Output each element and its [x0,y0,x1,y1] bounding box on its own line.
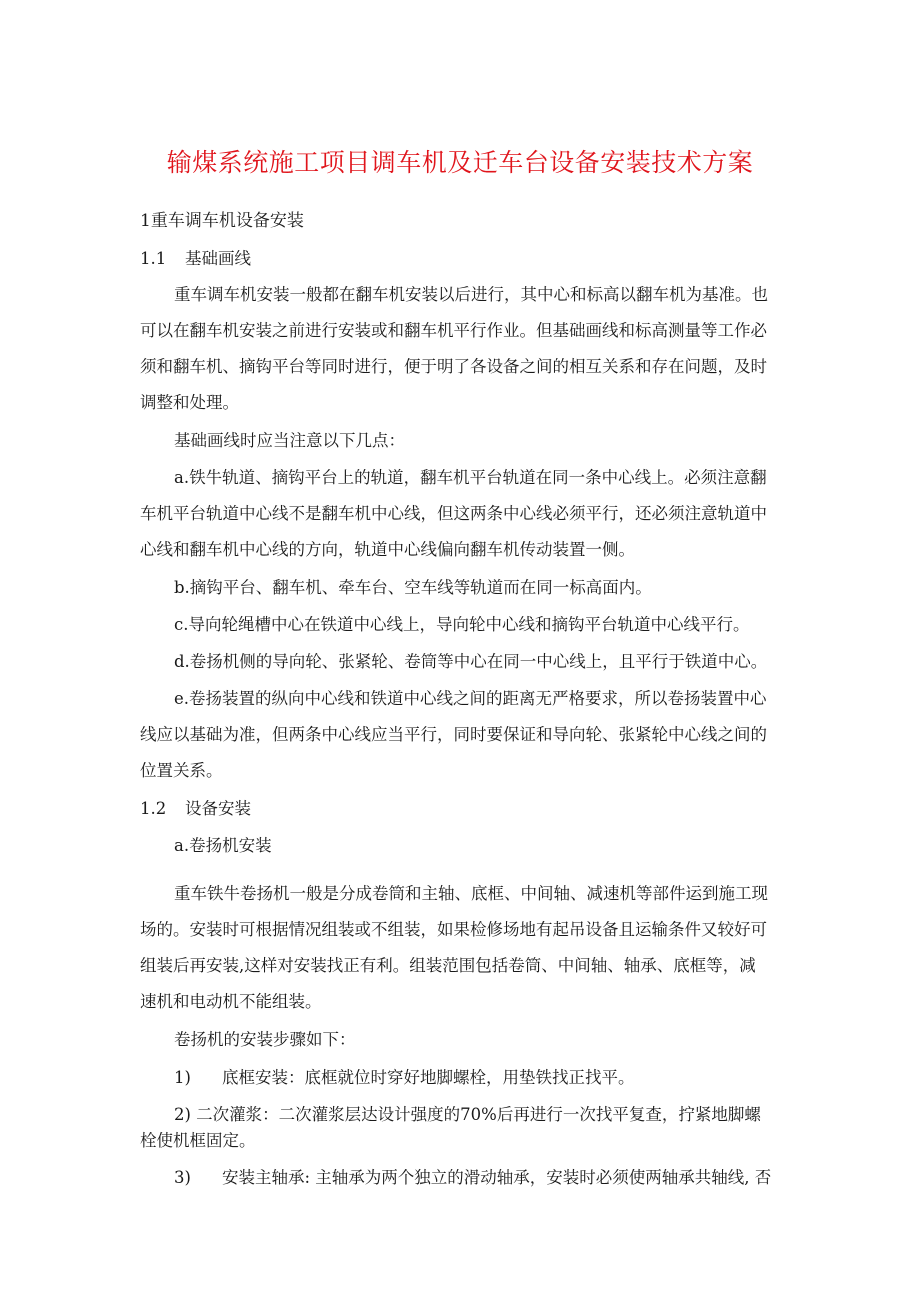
list-item-e-cont: 位置关系。 [140,761,223,780]
paragraph-line: 可以在翻车机安装之前进行安装或和翻车机平行作业。但基础画线和标高测量等工作必 [140,321,767,340]
step-2-cont: 栓使机框固定。 [140,1131,256,1150]
paragraph-line: 基础画线时应当注意以下几点： [174,431,405,450]
section-label: 基础画线 [185,249,251,268]
paragraph-line: 组装后再安装,这样对安装找正有利。组装范围包括卷筒、中间轴、轴承、底框等，减 [140,956,756,975]
step-3 [174,1166,771,1190]
list-item-e: e.卷扬装置的纵向中心线和铁道中心线之间的距离无严格要求，所以卷扬装置中心 [174,689,767,708]
paragraph-line: 调整和处理。 [140,393,239,412]
paragraph-line: 卷扬机的安装步骤如下： [174,1030,356,1049]
list-item-a-cont: 心线和翻车机中心线的方向，轨道中心线偏向翻车机传动装置一侧。 [140,540,635,559]
list-item-a-cont: 车机平台轨道中心线不是翻车机中心线，但这两条中心线必须平行，还必须注意轨道中 [140,504,767,523]
step-text: 底框安装：底框就位时穿好地脚螺栓，用垫铁找正找平。 [222,1068,635,1087]
list-item-e-cont: 线应以基础为准，但两条中心线应当平行，同时要保证和导向轮、张紧轮中心线之间的 [140,725,767,744]
section-label: 设备安装 [185,799,251,818]
list-item-c: c.导向轮绳槽中心在铁道中心线上，导向轮中心线和摘钩平台轨道中心线平行。 [174,615,750,634]
paragraph-line: 须和翻车机、摘钩平台等同时进行，便于明了各设备之间的相互关系和存在问题，及时 [140,357,767,376]
paragraph-line: 重车调车机安装一般都在翻车机安装以后进行，其中心和标高以翻车机为基准。也 [174,285,768,304]
step-2: 2) 二次灌浆：二次灌浆层达设计强度的70%后再进行一次找平复查，拧紧地脚螺 [174,1105,761,1124]
step-1 [174,1066,635,1090]
document-title: 输煤系统施工项目调车机及迁车台设备安装技术方案 [166,148,754,177]
subheading-a: a.卷扬机安装 [174,836,272,855]
paragraph-line: 场的。安装时可根据情况组装或不组装，如果检修场地有起吊设备且运输条件又较好可 [140,920,767,939]
section-number: 1.2 [140,799,167,818]
paragraph-line: 速机和电动机不能组装。 [140,992,322,1011]
step-number: 3) [174,1168,191,1187]
section-number: 1.1 [140,249,167,268]
step-number: 1) [174,1068,191,1087]
list-item-d: d.卷扬机侧的导向轮、张紧轮、卷筒等中心在同一中心线上，且平行于铁道中心。 [174,652,768,671]
step-text: 安装主轴承: 主轴承为两个独立的滑动轴承，安装时必须使两轴承共轴线, 否 [222,1168,772,1187]
paragraph-line: 重车铁牛卷扬机一般是分成卷筒和主轴、底框、中间轴、减速机等部件运到施工现 [174,884,768,903]
list-item-b: b.摘钩平台、翻车机、牵车台、空车线等轨道而在同一标高面内。 [174,578,652,597]
section-1-2-heading [140,797,251,821]
section-1-1-heading [140,247,251,271]
heading-1: 1重车调车机设备安装 [140,211,304,231]
list-item-a: a.铁牛轨道、摘钩平台上的轨道，翻车机平台轨道在同一条中心线上。必须注意翻 [174,468,767,487]
